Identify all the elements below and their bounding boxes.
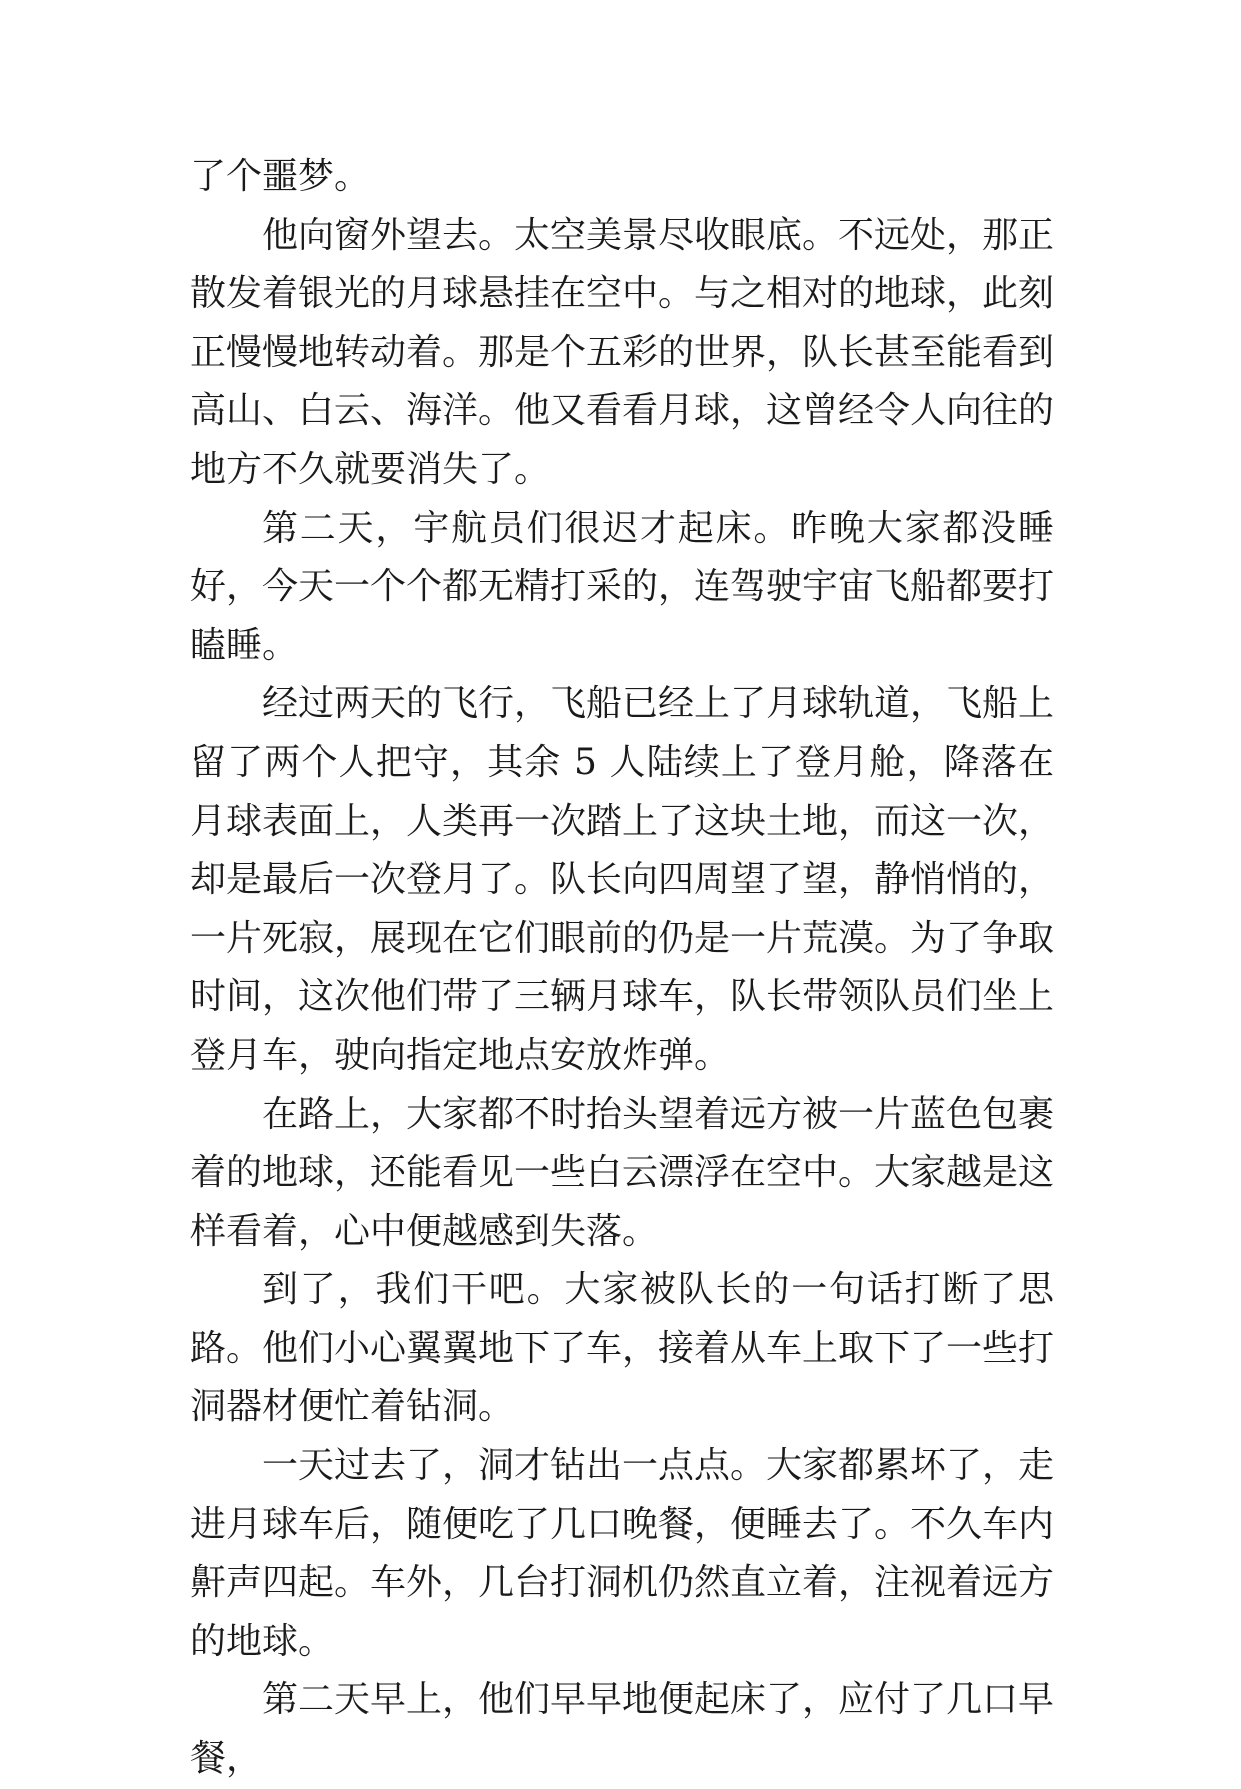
paragraph: 一天过去了，洞才钻出一点点。大家都累坏了，走进月球车后，随便吃了几口晚餐，便睡去了。不久车内鼾声四起。车外，几台打洞机仍然直立着，注视着远方的地球。	[190, 1445, 1055, 1662]
paragraph: 了个噩梦。	[190, 156, 371, 197]
body-text	[190, 148, 1054, 1789]
paragraph: 经过两天的飞行，飞船已经上了月球轨道，飞船上留了两个人把守，其余 5 人陆续上了登月舱，降落在月球表面上，人类再一次踏上了这块土地，而这一次，却是最后一次登月了。队长向四周望了望，静悄悄的，一片死寂，展现在它们眼前的仍是一片荒漠。为了争取时间，这次他们带了三辆月球车，队长带领队员们坐上登月车，驶向指定地点安放炸弹。	[190, 683, 1055, 1076]
paragraph: 第二天，宇航员们很迟才起床。昨晚大家都没睡好，今天一个个都无精打采的，连驾驶宇宙飞船都要打瞌睡。	[190, 507, 1055, 666]
paragraph: 到了，我们干吧。大家被队长的一句话打断了思路。他们小心翼翼地下了车，接着从车上取下了一些打洞器材便忙着钻洞。	[190, 1269, 1055, 1428]
paragraph: 他向窗外望去。太空美景尽收眼底。不远处，那正散发着银光的月球悬挂在空中。与之相对的地球，此刻正慢慢地转动着。那是个五彩的世界，队长甚至能看到高山、白云、海洋。他又看看月球，这曾经令人向往的地方不久就要消失了。	[190, 214, 1055, 490]
paragraph: 第二天早上，他们早早地便起床了，应付了几口早餐，	[190, 1679, 1055, 1780]
paragraph: 在路上，大家都不时抬头望着远方被一片蓝色包裹着的地球，还能看见一些白云漂浮在空中。大家越是这样看着，心中便越感到失落。	[190, 1093, 1055, 1252]
